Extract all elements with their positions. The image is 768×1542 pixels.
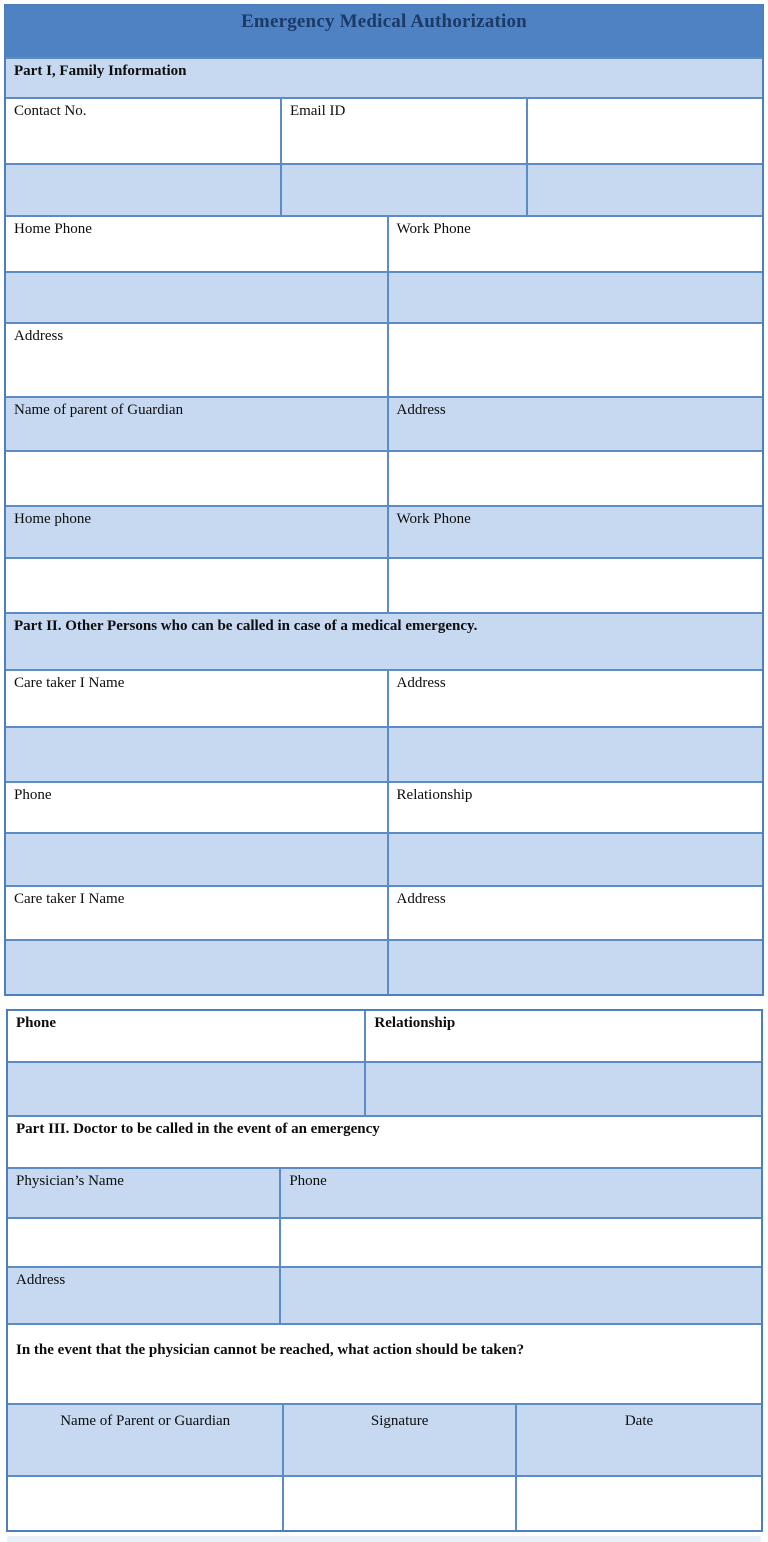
caretaker1-phone-field[interactable] [6, 834, 389, 885]
form-title-bar [6, 6, 762, 57]
caretaker1-address-field[interactable] [389, 728, 762, 781]
parent-address-field[interactable] [389, 452, 762, 505]
form-row [6, 505, 762, 557]
form-row [6, 612, 762, 669]
caretaker2-relationship-label: Relationship [374, 1015, 456, 1031]
caretaker2-name-label: Care taker I Name [6, 887, 389, 939]
date-field[interactable] [517, 1477, 761, 1530]
parent-guardian-name-label: Name of parent of Guardian [6, 398, 389, 450]
parent-work-phone-label: Work Phone [389, 507, 762, 557]
part3-heading: Part III. Doctor to be called in the event of an emergency [8, 1117, 761, 1167]
home-phone-field[interactable] [6, 273, 389, 322]
caretaker2-address-label: Address [396, 891, 446, 907]
form-row [6, 781, 762, 832]
parent-guardian-name-field[interactable] [6, 452, 389, 505]
caretaker2-name-field[interactable] [6, 941, 389, 994]
form-row [6, 322, 762, 396]
parent-home-phone-field[interactable] [6, 559, 389, 612]
email-id-label: Email ID [282, 99, 528, 163]
form-row [8, 1266, 761, 1323]
caretaker1-address-label: Address [396, 675, 446, 691]
physician-address-field[interactable] [281, 1268, 761, 1323]
parent-work-phone-field[interactable] [389, 559, 762, 612]
physician-unreachable-question: In the event that the physician cannot be reached, what action should be taken? [8, 1325, 761, 1403]
physician-phone-label: Phone [281, 1169, 761, 1217]
form-row [6, 832, 762, 885]
contact-no-field[interactable] [6, 165, 282, 215]
physician-name-label: Physician’s Name [8, 1169, 281, 1217]
work-phone-label: Work Phone [396, 221, 471, 237]
caretaker2-relationship-field[interactable] [366, 1063, 761, 1115]
caretaker1-name-label: Care taker I Name [6, 671, 389, 726]
signature-name-header: Name of Parent or Guardian [8, 1405, 284, 1475]
form-row [8, 1115, 761, 1167]
caretaker1-name-field[interactable] [6, 728, 389, 781]
parent-home-phone-label: Home phone [6, 507, 389, 557]
signature-header: Signature [284, 1405, 517, 1475]
form-row [6, 396, 762, 450]
form-row [6, 163, 762, 215]
work-phone-field[interactable] [389, 273, 762, 322]
form-row [6, 271, 762, 322]
part1-row1-extra-field[interactable] [528, 165, 762, 215]
caretaker1-phone-label: Phone [6, 783, 389, 832]
signature-name-field[interactable] [8, 1477, 284, 1530]
part2-heading: Part II. Other Persons who can be called in case of a medical emergency. [6, 614, 762, 669]
form-row [6, 450, 762, 505]
form-row [6, 939, 762, 994]
form-row [6, 726, 762, 781]
form-row [6, 215, 762, 271]
caretaker1-relationship-label: Relationship [396, 787, 473, 803]
form-row [8, 1217, 761, 1266]
caretaker2-phone-label: Phone [8, 1011, 366, 1061]
form-row [6, 669, 762, 726]
form-row [8, 1323, 761, 1403]
page-bottom-edge [7, 1536, 761, 1542]
authorization-form-table-1 [4, 4, 764, 996]
form-row [8, 1011, 761, 1061]
parent-address-label: Address [389, 398, 762, 450]
form-row [8, 1475, 761, 1530]
address-field[interactable] [389, 324, 762, 396]
caretaker2-address-field[interactable] [389, 941, 762, 994]
form-title: Emergency Medical Authorization [241, 11, 527, 32]
form-row [8, 1061, 761, 1115]
form-row [6, 97, 762, 163]
form-row [8, 1167, 761, 1217]
date-header: Date [517, 1405, 761, 1475]
email-id-field[interactable] [282, 165, 528, 215]
form-row [8, 1403, 761, 1475]
form-row [6, 57, 762, 97]
form-row [6, 557, 762, 612]
caretaker2-phone-field[interactable] [8, 1063, 366, 1115]
signature-field[interactable] [284, 1477, 517, 1530]
physician-name-field[interactable] [8, 1219, 281, 1266]
physician-address-label: Address [8, 1268, 281, 1323]
caretaker1-relationship-field[interactable] [389, 834, 762, 885]
home-phone-label: Home Phone [6, 217, 389, 271]
part1-row1-extra-cell[interactable] [528, 99, 762, 163]
part1-heading: Part I, Family Information [6, 59, 762, 97]
physician-phone-field[interactable] [281, 1219, 761, 1266]
form-row [6, 885, 762, 939]
authorization-form-table-2 [6, 1009, 763, 1532]
contact-no-label: Contact No. [6, 99, 282, 163]
address-label: Address [6, 324, 389, 396]
